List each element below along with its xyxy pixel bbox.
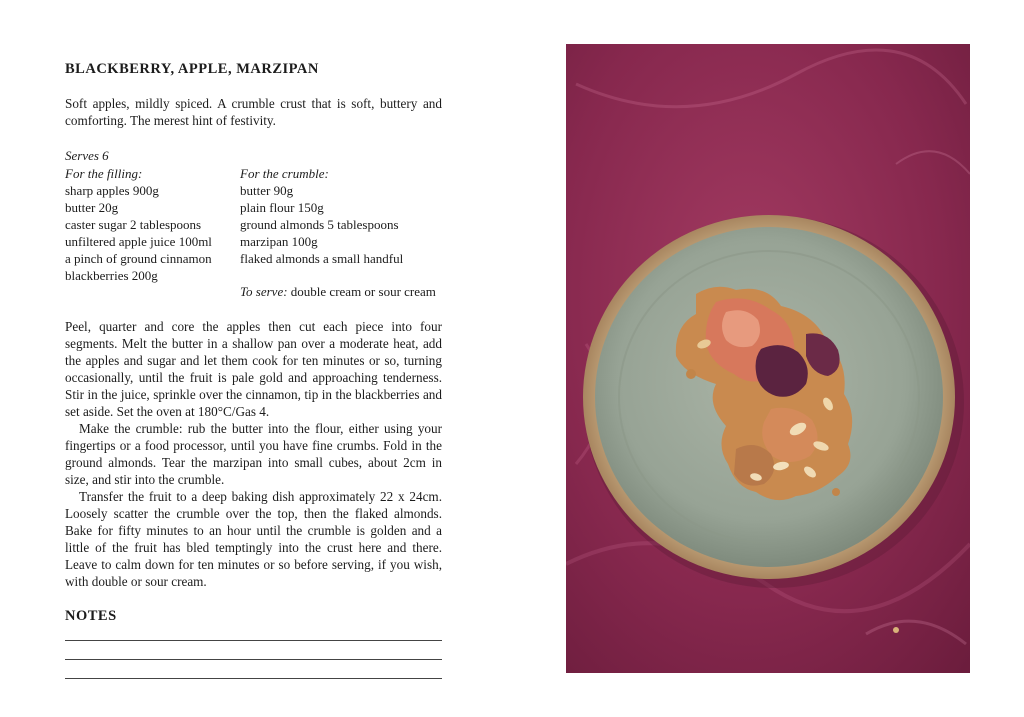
recipe-title: BLACKBERRY, APPLE, MARZIPAN <box>65 61 319 77</box>
crumble-heading: For the crumble: <box>240 166 329 181</box>
ingredient-item: blackberries 200g <box>65 268 158 283</box>
method-paragraph: Make the crumble: rub the butter into the flour, either using your fingertips or a food processor, until you have fine crumbs. Fold in the ground almonds. Tear the marzipan into small cubes, about 2cm in size, and stir into the crumble. <box>65 421 442 487</box>
ingredient-item: a pinch of ground cinnamon <box>65 251 212 266</box>
method-paragraph: Transfer the fruit to a deep baking dish approximately 22 x 24cm. Loosely scatter the crumble over the top, then the flaked almonds. Bake for fifty minutes to an hour until the crumble is golden and a little of the fruit has bled temptingly into the crust here and there. Leave to calm down for ten minutes or so before serving, if you wish, with double or sour cream. <box>65 489 442 589</box>
ingredient-item: unfiltered apple juice 100ml <box>65 234 212 249</box>
ingredient-item: sharp apples 900g <box>65 183 159 198</box>
filling-heading: For the filling: <box>65 166 143 181</box>
crumble-ingredients <box>240 165 460 267</box>
ingredient-item: butter 20g <box>65 200 119 215</box>
ingredient-item: marzipan 100g <box>240 234 318 249</box>
to-serve-label: To serve: <box>240 284 288 299</box>
method-paragraph: Peel, quarter and core the apples then cut each piece into four segments. Melt the butter in a shallow pan over a moderate heat, add the apples and sugar and let them cook for ten minutes or so, turning occasionally, until the fruit is pale gold and approaching tenderness. Stir in the juice, sprinkle over the cinnamon, tip in the blackberries and set aside. Set the oven at 180°C/Gas 4. <box>65 319 442 419</box>
ingredient-item: plain flour 150g <box>240 200 324 215</box>
ingredient-item: ground almonds 5 tablespoons <box>240 217 399 232</box>
to-serve-line <box>240 284 436 300</box>
notes-line <box>65 640 442 641</box>
recipe-intro: Soft apples, mildly spiced. A crumble crust that is soft, buttery and comforting. The merest hint of festivity. <box>65 96 442 128</box>
serves-label: Serves 6 <box>65 148 109 163</box>
crumble-photo <box>566 44 970 673</box>
to-serve-text: double cream or sour cream <box>287 284 436 299</box>
ingredient-item: flaked almonds a small handful <box>240 251 404 266</box>
notes-line <box>65 678 442 679</box>
filling-ingredients <box>65 165 240 284</box>
ingredient-item: butter 90g <box>240 183 294 198</box>
method-text <box>65 318 442 590</box>
notes-heading: NOTES <box>65 608 117 624</box>
notes-line <box>65 659 442 660</box>
ingredient-item: caster sugar 2 tablespoons <box>65 217 202 232</box>
